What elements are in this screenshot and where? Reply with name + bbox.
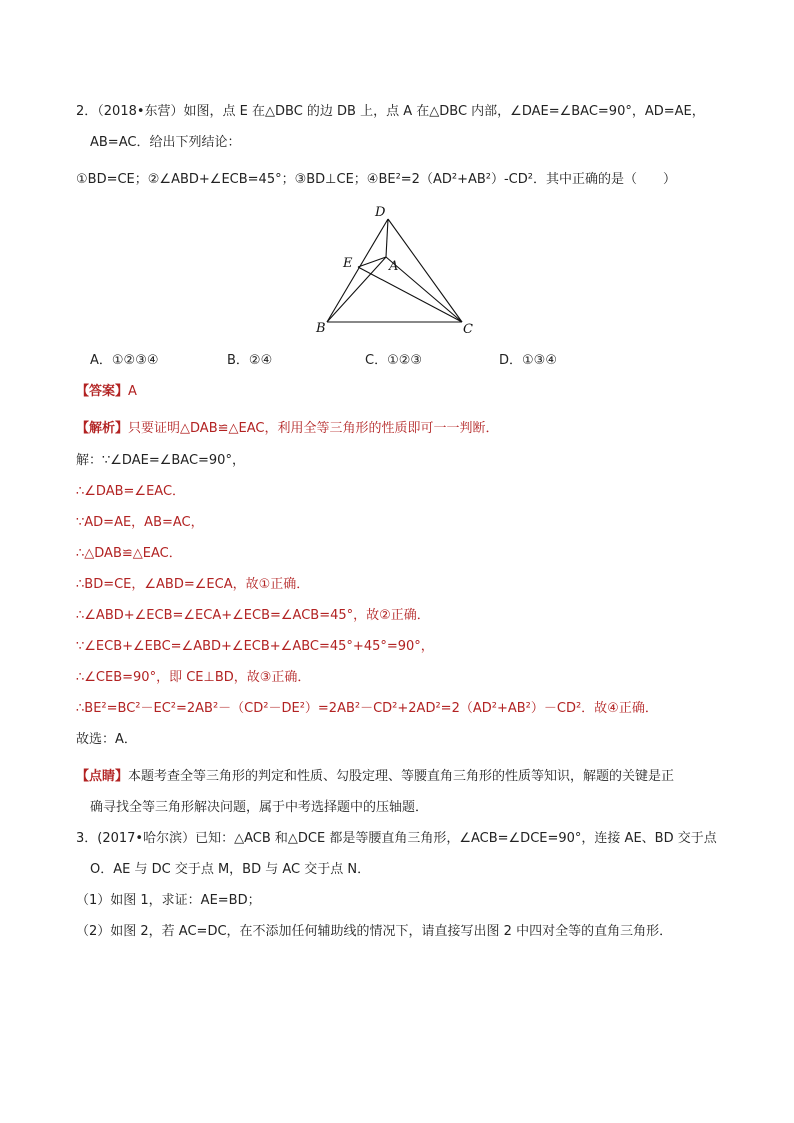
comment-tag: 【点睛】 [76,769,129,784]
answer-tag: 【答案】 [76,384,129,399]
comment-line1 [76,768,674,786]
solution-step: ∴∠ABD+∠ECB=∠ECA+∠ECB=∠ACB=45°，故②正确． [76,608,430,623]
solution-step: ∵∠ECB+∠EBC=∠ABD+∠ECB+∠ABC=45°+45°=90°， [76,639,434,654]
solution-step: ∴∠DAB=∠EAC． [76,484,186,499]
q3-part2: （2）如图 2，若 AC=DC，在不添加任何辅助线的情况下，请直接写出图 2 中四对全等的直角三角形． [76,924,673,939]
solution-step: ∴∠CEB=90°，即 CE⊥BD，故③正确． [76,670,311,685]
analysis-line [76,420,498,438]
label-B: B [316,321,326,336]
q3-stem-line1: 3．(2017•哈尔滨）已知：△ACB 和△DCE 都是等腰直角三角形，∠ACB=∠DCE=90°，连接 AE、BD 交于点 [76,831,717,846]
q3-stem-line2: O．AE 与 DC 交于点 M，BD 与 AC 交于点 N． [90,862,371,877]
solution-step: 解：∵∠DAE=∠BAC=90°， [76,453,245,468]
edge-BD [327,219,388,322]
label-E: E [343,256,353,271]
q2-stem-line2: AB=AC．给出下列结论： [90,135,241,150]
analysis-text: 只要证明△DAB≌△EAC，利用全等三角形的性质即可一一判断． [128,421,499,436]
option-b: B．②④ [227,353,273,368]
solution-step: ∴BD=CE，∠ABD=∠ECA，故①正确． [76,577,310,592]
solution-step: ∵AD=AE，AB=AC， [76,515,204,530]
option-d: D．①③④ [499,353,557,368]
edge-DA [386,219,388,257]
comment-line2: 确寻找全等三角形解决问题，属于中考选择题中的压轴题． [90,800,429,815]
answer-line [76,383,137,401]
q2-stem-line1: 2．（2018•东营）如图，点 E 在△DBC 的边 DB 上，点 A 在△DBC 内部，∠DAE=∠BAC=90°，AD=AE， [76,104,705,119]
solution-step: ∴BE²=BC²－EC²=2AB²－（CD²－DE²）=2AB²－CD²+2AD²=2（AD²+AB²）－CD²．故④正确． [76,701,658,716]
option-c: C．①②③ [365,353,423,368]
q3-part1: （1）如图 1，求证：AE=BD； [76,893,261,908]
edge-EC [358,267,462,322]
q2-conclusions: ①BD=CE；②∠ABD+∠ECB=45°；③BD⊥CE；④BE²=2（AD²+AB²）-CD²．其中正确的是（ ） [76,172,676,187]
label-D: D [375,205,386,220]
solution-step: 故选：A． [76,732,137,747]
edge-BA [327,257,386,322]
edge-DC [388,219,462,322]
triangle-figure [310,200,480,340]
answer-value: A [128,384,137,399]
label-C: C [463,322,473,337]
label-A: A [389,259,399,274]
option-a: A．①②③④ [90,353,159,368]
comment-text: 本题考查全等三角形的判定和性质、勾股定理、等腰直角三角形的性质等知识，解题的关键是正 [128,769,675,784]
solution-step: ∴△DAB≌△EAC． [76,546,182,561]
analysis-tag: 【解析】 [76,421,129,436]
